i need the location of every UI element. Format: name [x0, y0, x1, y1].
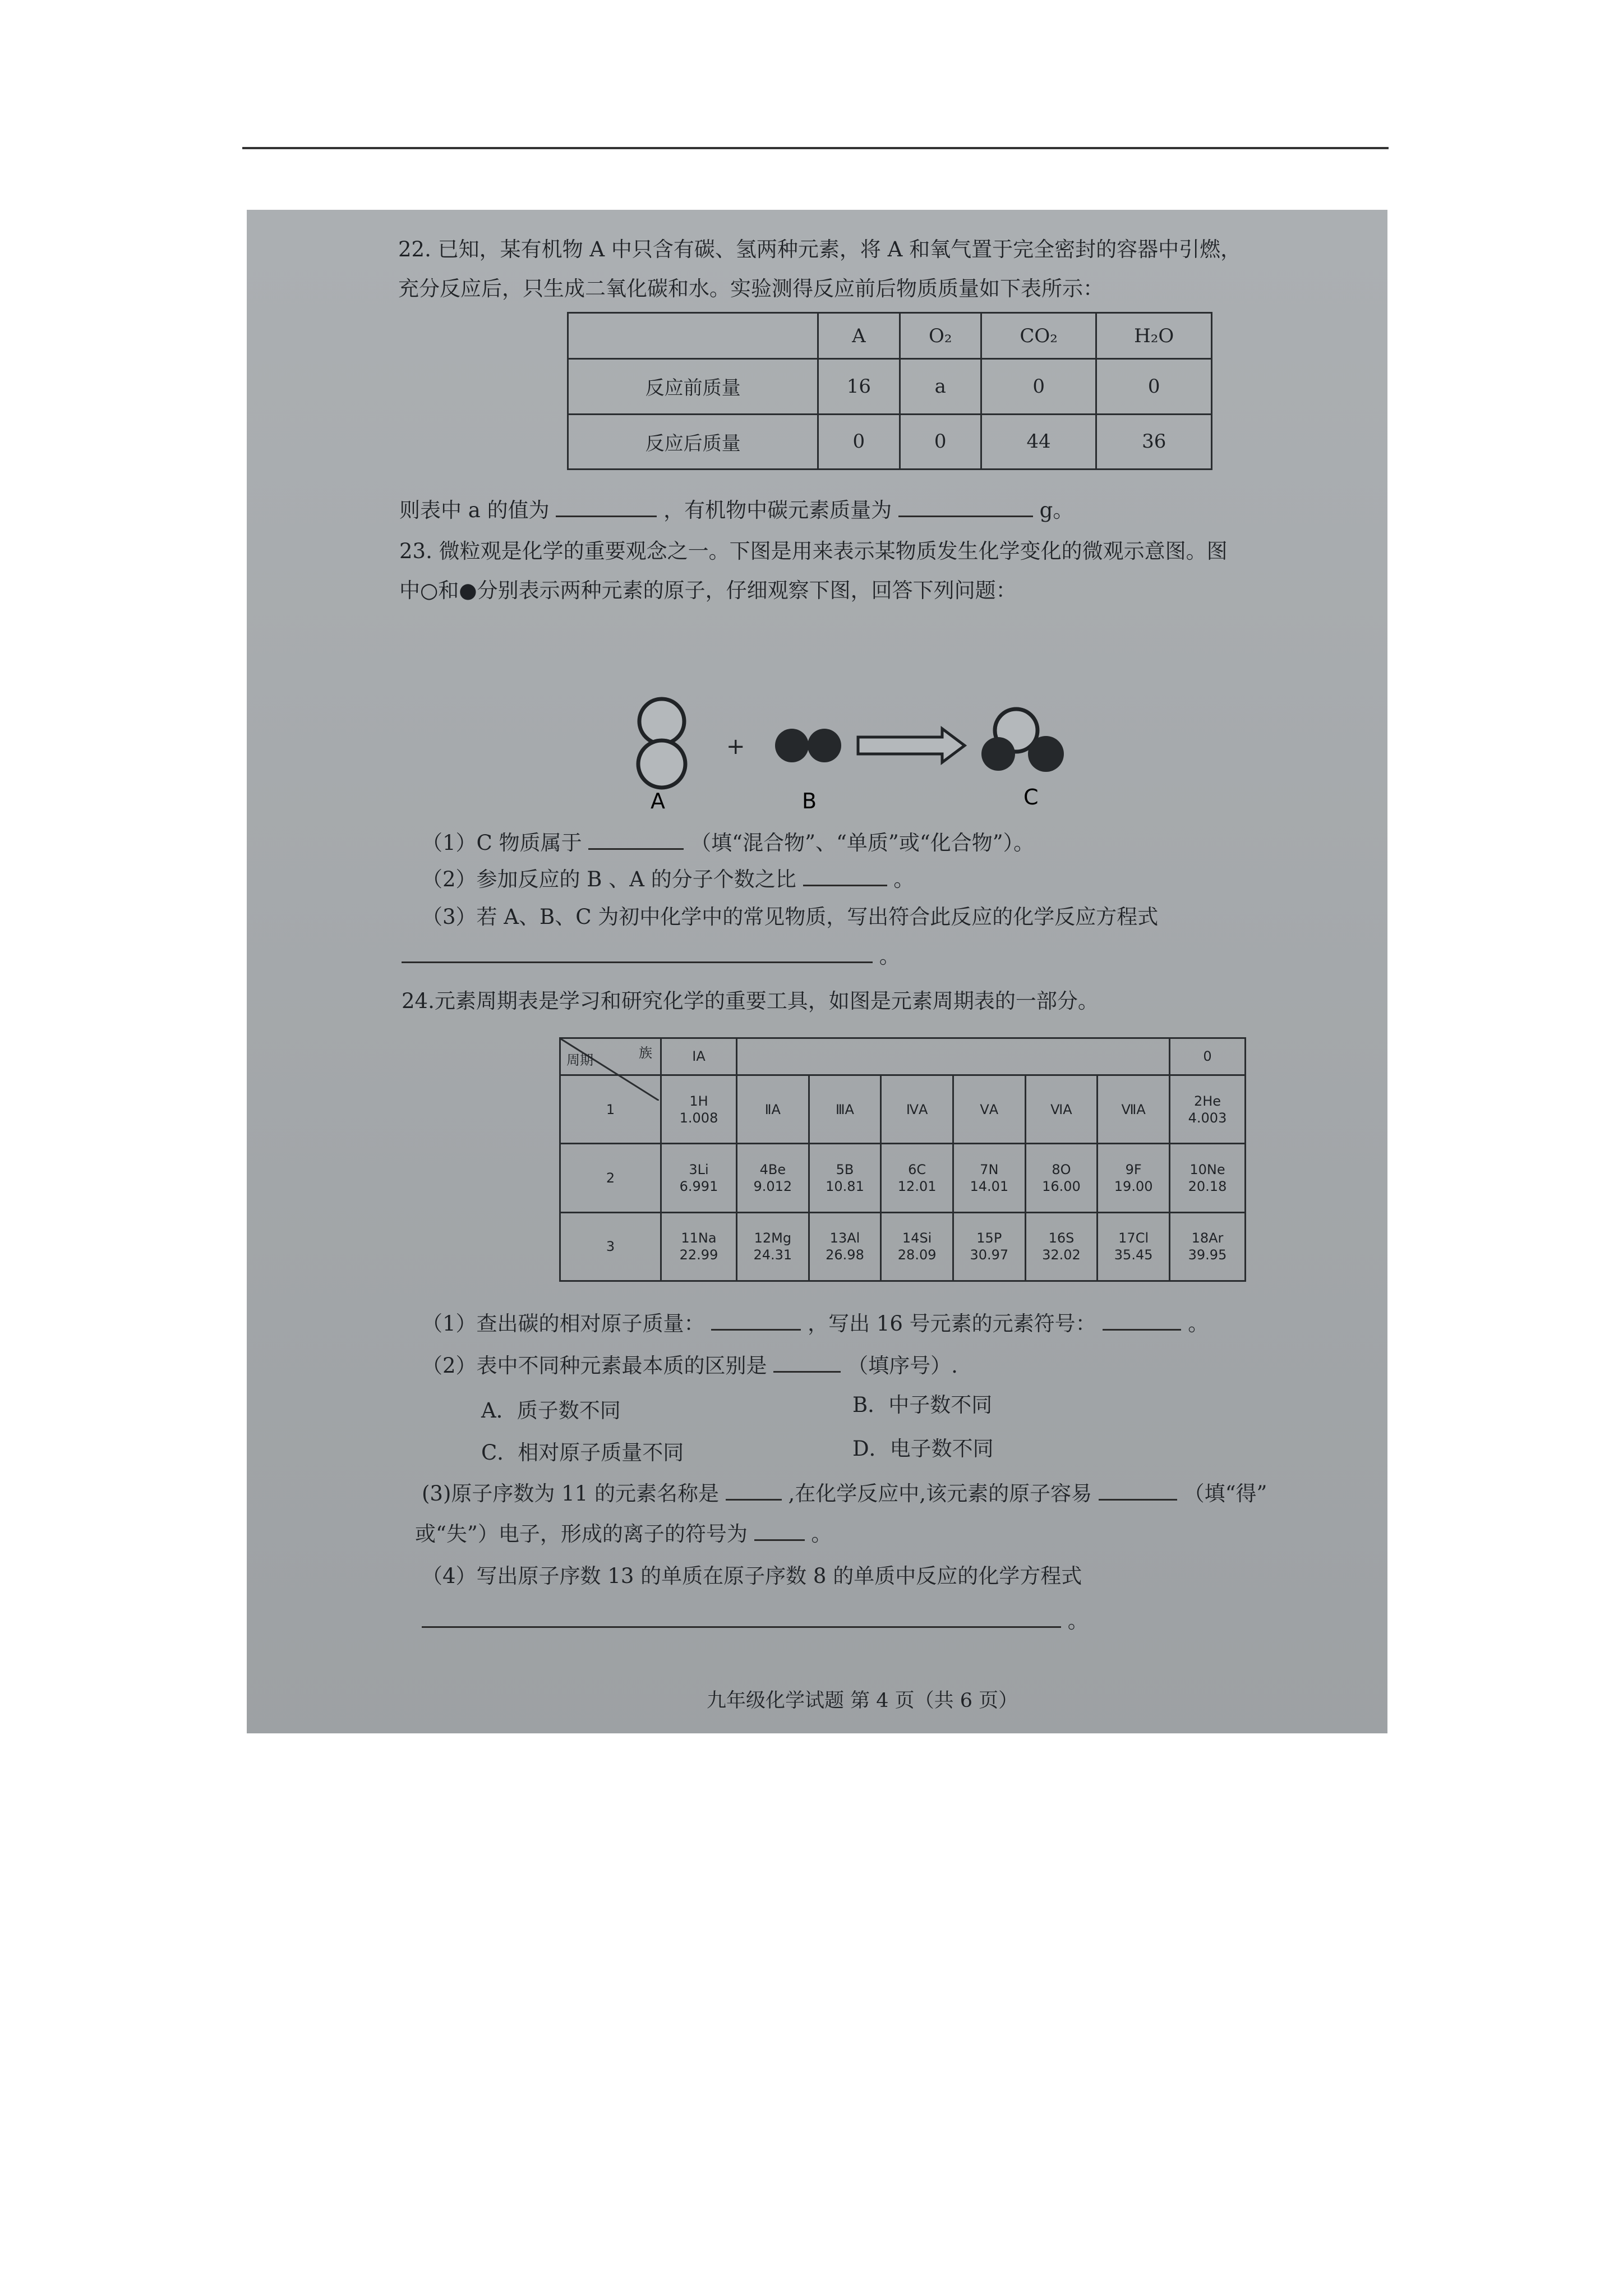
table-row	[560, 1212, 1246, 1281]
diagram-label-c: C	[1023, 785, 1039, 809]
element-symbol: 3Li	[689, 1161, 709, 1177]
element-cell	[1098, 1144, 1170, 1212]
element-symbol: 18Ar	[1191, 1230, 1224, 1246]
element-cell	[737, 1144, 809, 1212]
element-mass: 39.95	[1188, 1247, 1227, 1263]
element-symbol: 9F	[1125, 1161, 1142, 1177]
element-symbol: 2He	[1193, 1093, 1221, 1109]
q24-sub3-suffix: （填“得”	[1183, 1481, 1267, 1506]
element-symbol: 8O	[1052, 1161, 1071, 1177]
q23-sub3: （3）若 A、B、C 为初中化学中的常见物质，写出符合此反应的化学反应方程式	[422, 905, 1159, 929]
periodic-table	[559, 1037, 1246, 1282]
element-cell	[881, 1212, 953, 1281]
table-cell: 0	[1096, 359, 1212, 414]
answer-blank[interactable]	[754, 1521, 805, 1541]
element-symbol: 7N	[980, 1161, 999, 1177]
q24-sub1	[422, 1306, 1209, 1337]
element-symbol: 14Si	[902, 1230, 932, 1246]
element-mass: 6.991	[679, 1178, 718, 1194]
element-mass: 28.09	[897, 1247, 937, 1263]
reaction-arrow-icon	[858, 729, 965, 762]
exam-page-photo	[247, 210, 1387, 1733]
element-mass: 22.99	[679, 1247, 718, 1263]
element-mass: 4.003	[1188, 1110, 1227, 1126]
answer-blank[interactable]	[1099, 1481, 1177, 1501]
group-header: ⅡA	[737, 1075, 809, 1143]
period-label: 1	[560, 1075, 661, 1143]
q23-line1: 23. 微粒观是化学的重要观念之一。下图是用来表示某物质发生化学变化的微观示意图。图	[399, 539, 1228, 563]
option-b: B．中子数不同	[852, 1393, 993, 1417]
table-cell: 0	[900, 414, 981, 469]
element-symbol: 5B	[836, 1161, 854, 1177]
table-cell	[737, 1038, 1170, 1075]
group-header: ⅥA	[1025, 1075, 1098, 1143]
table-row	[560, 1038, 1246, 1075]
period-label: 2	[560, 1144, 661, 1212]
table-cell: 0	[818, 414, 900, 469]
table-header: H₂O	[1096, 313, 1212, 359]
table-header: O₂	[900, 313, 981, 359]
group-header: ⅤA	[953, 1075, 1025, 1143]
element-mass: 24.31	[753, 1247, 792, 1263]
corner-label-period: 周期	[566, 1052, 593, 1068]
element-cell	[661, 1144, 737, 1212]
element-symbol: 10Ne	[1189, 1161, 1225, 1177]
answer-blank[interactable]	[711, 1311, 801, 1331]
element-symbol: 15P	[976, 1230, 1002, 1246]
header-rule	[242, 147, 1389, 149]
element-cell	[881, 1144, 953, 1212]
q22-answer-suffix: g。	[1039, 498, 1074, 522]
period-label: 3	[560, 1212, 661, 1281]
corner-label-group: 族	[639, 1045, 652, 1061]
table-cell: 36	[1096, 414, 1212, 469]
diagram-label-a: A	[651, 789, 665, 813]
q22-answer-mid: ，有机物中碳元素质量为	[663, 498, 892, 522]
element-symbol: 16S	[1048, 1230, 1075, 1246]
answer-blank[interactable]	[422, 1608, 1061, 1628]
element-symbol: 11Na	[681, 1230, 717, 1246]
diagram-label-b: B	[802, 789, 817, 813]
q24-sub2-suffix: （填序号）.	[847, 1354, 958, 1378]
element-symbol: 1H	[689, 1093, 708, 1109]
table-corner-cell	[560, 1038, 661, 1075]
element-cell	[661, 1212, 737, 1281]
black-atom-icon	[775, 729, 809, 762]
element-mass: 30.97	[970, 1247, 1009, 1263]
answer-blank[interactable]	[402, 944, 873, 963]
option-c: C．相对原子质量不同	[481, 1441, 684, 1465]
group-header: ⅦA	[1098, 1075, 1170, 1143]
element-cell	[661, 1075, 737, 1143]
group-header: 0	[1170, 1038, 1246, 1075]
element-mass: 20.18	[1188, 1178, 1227, 1194]
q23-sub1	[422, 826, 1034, 856]
q22-line2: 充分反应后，只生成二氧化碳和水。实验测得反应前后物质质量如下表所示：	[398, 277, 1104, 301]
table-cell: 0	[981, 359, 1096, 414]
q23-sub3-end: 。	[879, 944, 900, 968]
q24-sub1-prefix: （1）查出碳的相对原子质量：	[422, 1312, 705, 1336]
q23-sub2	[422, 862, 914, 892]
element-cell	[737, 1212, 809, 1281]
q23-line2: 中○和●分别表示两种元素的原子，仔细观察下图，回答下列问题：	[399, 578, 1017, 602]
table-cell: a	[900, 359, 981, 414]
element-symbol: 13Al	[829, 1230, 860, 1246]
q24-sub1-mid: ，写出 16 号元素的元素符号：	[808, 1312, 1096, 1336]
black-atom-icon	[1028, 736, 1064, 772]
table-cell: 44	[981, 414, 1096, 469]
element-mass: 19.00	[1114, 1178, 1153, 1194]
element-cell	[1170, 1075, 1246, 1143]
q22-line1: 22. 已知，某有机物 A 中只含有碳、氢两种元素，将 A 和氧气置于完全密封的容器中引燃，	[398, 237, 1242, 261]
q22-answer-prefix: 则表中 a 的值为	[399, 498, 550, 522]
table-header: CO₂	[981, 313, 1096, 359]
group-header: IA	[661, 1038, 737, 1075]
q24-sub3-line2-end: 。	[811, 1522, 832, 1546]
white-atom-icon	[639, 699, 684, 744]
q23-sub2-prefix: （2）参加反应的 B 、A 的分子个数之比	[422, 867, 796, 891]
q24-sub4-end: 。	[1067, 1609, 1089, 1633]
answer-blank[interactable]	[1103, 1311, 1181, 1331]
element-mass: 10.81	[826, 1178, 864, 1194]
element-cell	[1098, 1212, 1170, 1281]
q23-sub2-suffix: 。	[893, 867, 915, 891]
table-cell: 反应前质量	[568, 359, 818, 414]
answer-blank[interactable]	[803, 867, 887, 886]
element-cell	[1025, 1144, 1098, 1212]
q23-sub3-answer	[402, 939, 900, 969]
table-row	[560, 1075, 1246, 1143]
element-mass: 9.012	[753, 1178, 792, 1194]
element-cell	[953, 1212, 1025, 1281]
table-row	[560, 1144, 1246, 1212]
q24-line1: 24.元素周期表是学习和研究化学的重要工具，如图是元素周期表的一部分。	[402, 989, 1099, 1013]
element-symbol: 12Mg	[754, 1230, 792, 1246]
q24-sub2	[422, 1349, 958, 1379]
element-mass: 1.008	[679, 1110, 718, 1126]
q24-sub3	[422, 1476, 1267, 1507]
element-cell	[1170, 1144, 1246, 1212]
element-mass: 32.02	[1042, 1247, 1081, 1263]
element-mass: 14.01	[970, 1178, 1009, 1194]
element-cell	[809, 1144, 881, 1212]
q24-sub4-answer	[422, 1604, 1089, 1634]
molecule-reaction-diagram	[247, 210, 1387, 827]
element-mass: 35.45	[1114, 1247, 1153, 1263]
element-mass: 12.01	[897, 1178, 937, 1194]
q24-sub2-prefix: （2）表中不同种元素最本质的区别是	[422, 1354, 767, 1378]
white-atom-icon	[638, 740, 685, 788]
q24-sub3-line2-prefix: 或“失”）电子，形成的离子的符号为	[415, 1522, 748, 1546]
q24-sub3-line2	[415, 1517, 832, 1547]
answer-blank[interactable]	[773, 1353, 841, 1373]
answer-blank[interactable]	[588, 830, 684, 850]
element-symbol: 6C	[908, 1161, 926, 1177]
table-cell: 反应后质量	[568, 414, 818, 469]
q24-sub4: （4）写出原子序数 13 的单质在原子序数 8 的单质中反应的化学方程式	[422, 1564, 1082, 1588]
q24-sub3-mid: ,在化学反应中,该元素的原子容易	[788, 1481, 1092, 1506]
black-atom-icon	[981, 737, 1015, 771]
element-symbol: 4Be	[759, 1161, 786, 1177]
plus-sign: +	[726, 734, 745, 760]
element-cell	[809, 1212, 881, 1281]
element-cell	[1025, 1212, 1098, 1281]
element-mass: 16.00	[1042, 1178, 1081, 1194]
option-d: D．电子数不同	[852, 1437, 994, 1461]
black-atom-icon	[808, 729, 841, 762]
element-cell	[953, 1144, 1025, 1212]
q23-sub1-suffix: （填“混合物”、“单质”或“化合物”）。	[690, 831, 1035, 855]
element-mass: 26.98	[826, 1247, 864, 1263]
table-cell: 16	[818, 359, 900, 414]
q24-sub1-end: 。	[1188, 1312, 1209, 1336]
q24-sub3-prefix: (3)原子序数为 11 的元素名称是	[422, 1481, 720, 1506]
answer-blank[interactable]	[726, 1481, 782, 1501]
group-header: ⅣA	[881, 1075, 953, 1143]
element-cell	[1170, 1212, 1246, 1281]
element-symbol: 17Cl	[1118, 1230, 1149, 1246]
group-header: ⅢA	[809, 1075, 881, 1143]
q23-sub1-prefix: （1）C 物质属于	[422, 831, 582, 855]
table-header: A	[818, 313, 900, 359]
page-footer: 九年级化学试题 第 4 页（共 6 页）	[707, 1690, 1018, 1712]
option-a: A．质子数不同	[481, 1398, 621, 1423]
